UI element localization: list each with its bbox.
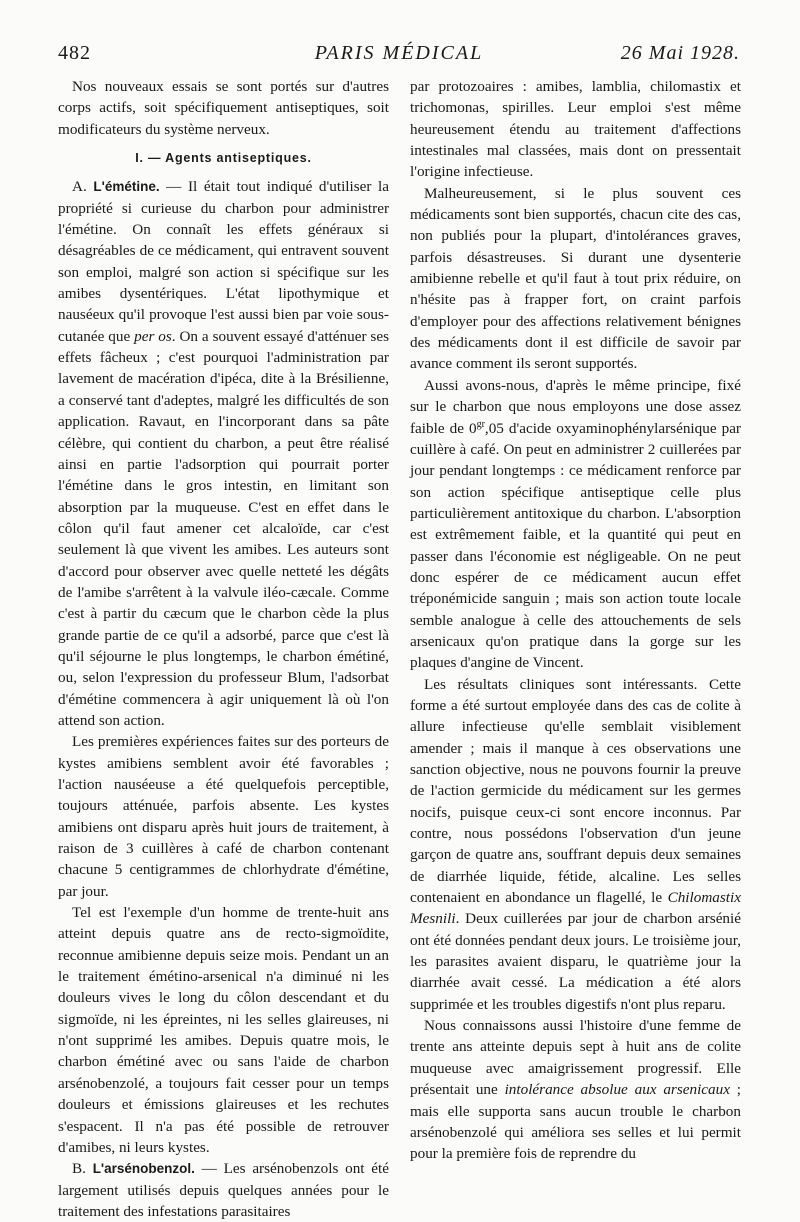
emetine-paragraph: A. L'émétine. — Il était tout indiqué d'utiliser la propriété si curieuse du charbon pour administrer l'émétine. On connaît les effets généraux si désagréables de ce médicament, qui entravent souvent son emploi, malgré son action si spécifique sur les amibes dysentériques. L'état lipothymique et nauséeux qu'il provoque l'est aussi bien par voie sous-cutanée que per os. On a souvent essayé d'atténuer ses effets fâcheux ; c'est pourquoi l'administration par lavement de macération d'ipéca, dite à la Brésilienne, a conservé tant d'adeptes, malgré les difficultés de son application. Ravaut, en l'incorporant dans sa pâte célèbre, qui contient du charbon, a peut être réalisé ainsi en partie l'adsorption qui pourrait porter l'émétine dans le gros intestin, en limitant son absorption par la muqueuse. C'est en effet dans le côlon qu'il faut amener cet alcaloïde, car c'est seulement là que vivent les amibes. Les auteurs sont d'accord pour observer avec quelle netteté les dégâts de l'amibe s'arrêtent à la valvule iléo-cæcale. Comme c'est à partir du cæcum que le charbon cède la plus grande partie de ce qu'il a adsorbé, parce que c'est là qu'il séjourne le plus longtemps, le charbon émétiné, ou, selon l'expression du professeur Blum, l'adsorbat d'émétine commencera à agir uniquement là où l'on attend son action. (58, 178, 389, 729)
chilomastix-term: Chilomastix Mesnili (410, 889, 741, 928)
aussi-paragraph: Aussi avons-nous, d'après le même principe, fixé sur le charbon que nous employons une dose assez faible de $0^{gr},05$ d'acide oxyaminophénylarsénique par cuillère à café. On peut en administrer 2 cuillerées par jour pendant longtemps : ce médicament renforce par son action spécifique antiseptique celle plus particulièrement antitoxique du charbon. L'absorption est extrêmement faible, et la quantité qui peut en passer dans l'économie est négligeable. On ne peut donc espérer de ce médicament aucun effet tréponémicide sanguin ; mais son action toute locale semble analogue à celle des attouchements de sels arsenicaux qu'on pratique dans la gorge sur les plaques d'angine de Vincent. (410, 376, 741, 672)
per-os-term: per os (134, 327, 172, 345)
experiences-paragraph: Les premières expériences faites sur des porteurs de kystes amibiens semblent avoir été favorables ; l'action nauséeuse a été quelquefois perceptible, toujours atténuée, parfois absente. Les kystes amibiens ont disparu après huit jours de traitement, à raison de 3 cuillères à café de charbon contenant chacune 5 centigrammes de chlorhydrate d'émétine, par jour. (58, 733, 389, 900)
dose-unit: gr (476, 418, 485, 430)
example-paragraph: Tel est l'exemple d'un homme de trente-huit ans atteint depuis quatre ans de recto-sigmoïdite, reconnue amibienne depuis seize mois. Pendant un an le traitement émétino-arsenical n'a diminué ni les douleurs vives le long du côlon descendant et du sigmoïde, ni les épreintes, ni les selles glaireuses, ni n'ont supprimé les amibes. Depuis quatre mois, le charbon émétiné avec ou sans l'aide de charbon arsénobenzolé, a toujours fait cesser pour un temps douleurs et émissions glaireuses et les rechutes s'espacent. Il n'a pas été possible de retrouver d'amibes, ni leurs kystes. (58, 904, 389, 1156)
malheureusement-paragraph: Malheureusement, si le plus souvent ces médicaments sont bien supportés, chacun cite des cas, non publiés pour la plupart, d'intolérances graves, parfois désastreuses. Si durant une dysenterie amibienne rebelle et qu'il faut à tout prix réduire, on n'hésite pas à frapper fort, on craint parfois d'employer pour des affections relativement bénignes des médicaments dont il est difficile de savoir par avance comment ils seront supportés. (410, 184, 741, 373)
arsenobenzol-heading: L'arsénobenzol. (92, 1161, 195, 1177)
page-header (58, 42, 740, 68)
intro-paragraph: Nos nouveaux essais se sont portés sur d'autres corps actifs, soit spécifiquement antiseptiques, soit modificateurs du système nerveux. (58, 78, 389, 138)
arsenobenzol-paragraph: B. L'arsénobenzol. — Les arsénobenzols ont été largement utilisés depuis quelques années pour le traitement des infestations parasitaires (58, 1160, 389, 1220)
section-heading: I. — Agents antiseptiques. (135, 151, 312, 166)
femme-paragraph: Nous connaissons aussi l'histoire d'une femme de trente ans atteinte depuis sept à huit ans de colite muqueuse avec amaigrissement progressif. Elle présentait une intolérance absolue aux arsenicaux ; mais elle supporta sans aucun trouble le charbon arsénobenzolé qui améliora ses selles et lui permit pour la première fois de reprendre du (410, 1017, 741, 1163)
emetine-heading: L'émétine. (93, 179, 160, 195)
issue-date: 26 Mai 1928. (620, 42, 740, 64)
resultats-paragraph: Les résultats cliniques sont intéressants. Cette forme a été surtout employée dans des cas de colite à allure infectieuse qu'elle semblait visiblement amender ; mais il manque à ces observations une sanction objective, nous ne pouvons fournir la preuve de l'action germicide du médicament sur les germes nocifs, puisque ceux-ci sont encore inconnus. Par contre, nous possédons l'observation d'un jeune garçon de quatre ans, souffrant depuis deux semaines de diarrhée liquide, fétide, alcaline. Les selles contenaient en abondance un flagellé, le Chilomastix Mesnili. Deux cuillerées par jour de charbon arsénié ont été données pendant deux jours. Le troisième jour, les parasites avaient disparu, le quatrième jour la diarrhée avait cessé. La médication a été alors supprimée et les troubles digestifs n'ont plus reparu. (410, 675, 741, 1013)
right-column (410, 76, 741, 1165)
continued-paragraph: par protozoaires : amibes, lamblia, chilomastix et trichomonas, spirilles. Leur emploi s'est même heureusement étendu au traitement d'affections intestinales mal classées, mais dont on pressentait l'origine infectieuse. (410, 78, 741, 181)
intolerance-term: intolérance absolue aux arsenicaux (504, 1081, 730, 1099)
page-number: 482 (58, 42, 91, 64)
left-column (58, 76, 389, 1222)
journal-title: PARIS MÉDICAL (314, 42, 484, 64)
